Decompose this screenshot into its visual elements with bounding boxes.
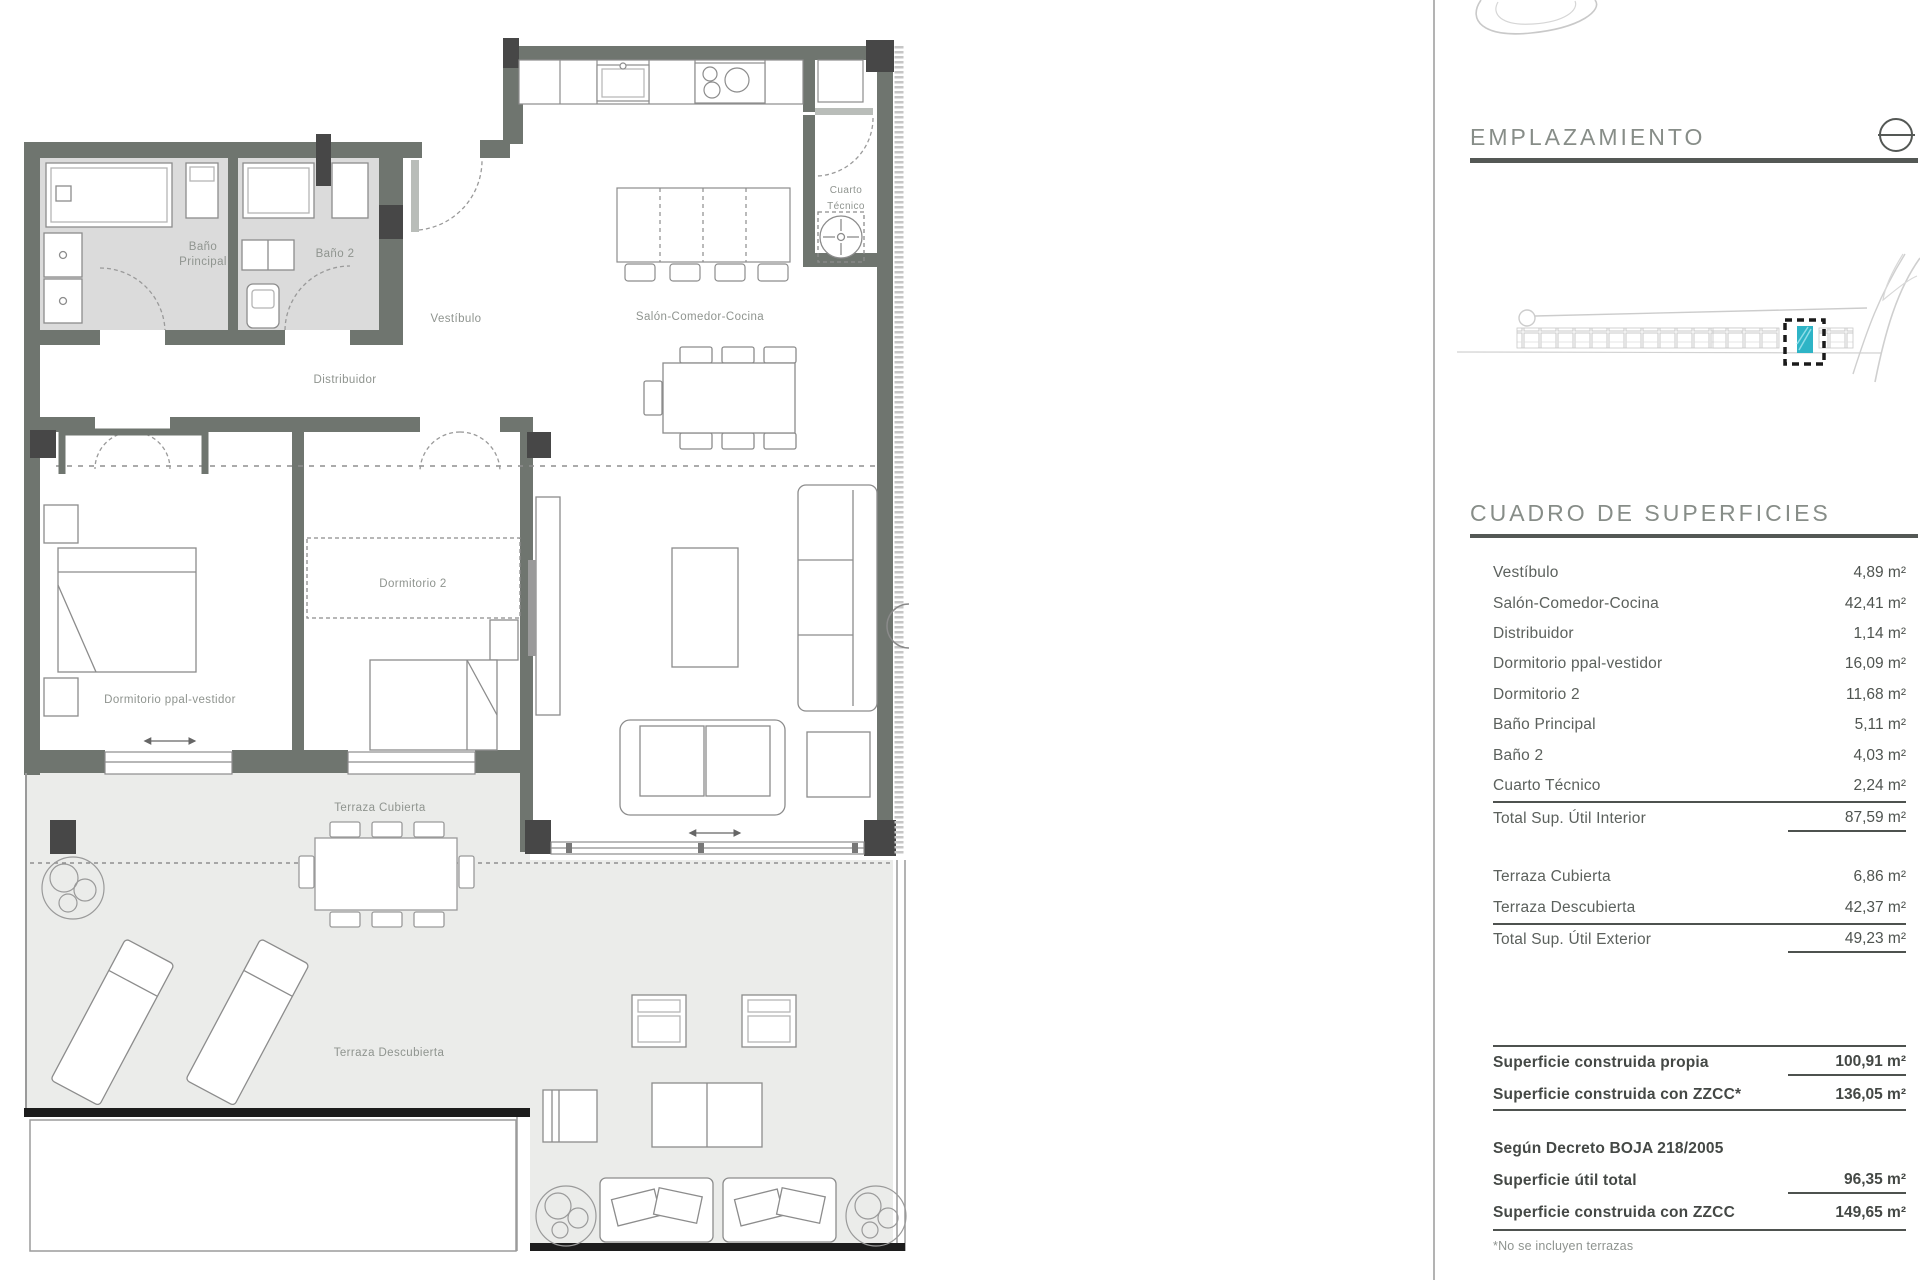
row-label: Baño Principal [1493, 716, 1596, 734]
surfaces-table [1493, 558, 1906, 1253]
row-label: Total Sup. Útil Exterior [1493, 931, 1652, 949]
emplazamiento-title: EMPLAZAMIENTO [1470, 124, 1706, 150]
room-label-vestibulo: Vestíbulo [430, 313, 482, 325]
row-value: 149,65 m² [1835, 1203, 1906, 1221]
table-row [1493, 771, 1906, 801]
table-row [1493, 1197, 1906, 1229]
room-label-cuarto-tecnico-2: Técnico [827, 201, 865, 212]
sofa-set [528, 485, 877, 815]
row-label: Baño 2 [1493, 746, 1544, 764]
dining-set [644, 347, 796, 449]
table-row [1493, 558, 1906, 588]
row-label: Superficie construida propia [1493, 1053, 1709, 1071]
table-row [1493, 588, 1906, 618]
table-row [1493, 893, 1906, 923]
table-row [1493, 862, 1906, 892]
siteplan-units-row1 [1517, 328, 1742, 348]
room-label-terraza-descubierta: Terraza Descubierta [333, 1047, 445, 1059]
room-label-salon: Salón-Comedor-Cocina [635, 311, 765, 323]
row-value: 4,89 m² [1853, 564, 1906, 582]
room-label-distribuidor: Distribuidor [313, 374, 377, 386]
row-label: Cuarto Técnico [1493, 776, 1601, 794]
row-value: 1,14 m² [1853, 624, 1906, 642]
cuadro-title: CUADRO DE SUPERFICIES [1470, 500, 1831, 526]
room-label-bano-principal: Baño [188, 241, 218, 253]
table-row-total-interior [1493, 801, 1906, 834]
row-label: Dormitorio 2 [1493, 685, 1580, 703]
emplazamiento-rule [1470, 158, 1918, 163]
row-value: 42,41 m² [1844, 594, 1906, 612]
row-value: 100,91 m² [1788, 1053, 1906, 1076]
table-row [1493, 710, 1906, 740]
row-label: Dormitorio ppal-vestidor [1493, 655, 1663, 673]
row-value: 49,23 m² [1788, 930, 1906, 953]
row-label: Superficie construida con ZZCC* [1493, 1085, 1742, 1103]
row-value: 2,24 m² [1853, 776, 1906, 794]
table-row [1493, 1079, 1906, 1111]
table-row [1493, 619, 1906, 649]
row-label: Salón-Comedor-Cocina [1493, 594, 1659, 612]
cuadro-rule [1470, 534, 1918, 538]
row-value: 96,35 m² [1788, 1171, 1906, 1194]
row-label: Superficie construida con ZZCC [1493, 1203, 1735, 1221]
row-label: Superficie útil total [1493, 1171, 1637, 1189]
row-value: 42,37 m² [1844, 898, 1906, 916]
room-label-terraza-cubierta: Terraza Cubierta [334, 802, 426, 814]
terrace-bottom-right [530, 1243, 905, 1251]
room-label-dormitorio-2: Dormitorio 2 [379, 578, 447, 590]
table-row [1493, 680, 1906, 710]
table-row [1493, 740, 1906, 770]
table-row [1493, 649, 1906, 679]
row-value: 11,68 m² [1845, 685, 1906, 703]
room-label-bano-principal-2: Principal [179, 256, 227, 268]
section-symbol-icon [1874, 116, 1918, 156]
row-value: 6,86 m² [1853, 868, 1906, 886]
row-label: Terraza Descubierta [1493, 898, 1636, 916]
cuadro-section-header [1470, 500, 1918, 538]
cropped-plan-art [1453, 0, 1683, 46]
row-value: 87,59 m² [1788, 809, 1906, 832]
built-surface-block [1493, 1045, 1906, 1111]
row-label: Total Sup. Útil Interior [1493, 809, 1646, 827]
row-value: 136,05 m² [1835, 1085, 1906, 1103]
table-row [1493, 1165, 1906, 1197]
footnote: *No se incluyen terrazas [1493, 1238, 1634, 1253]
decreto-heading: Según Decreto BOJA 218/2005 [1493, 1139, 1724, 1157]
row-label: Terraza Cubierta [1493, 868, 1611, 886]
decreto-block [1493, 1133, 1906, 1229]
room-label-bano-2: Baño 2 [315, 248, 355, 260]
row-value: 4,03 m² [1853, 746, 1906, 764]
terrace-bottom-left [24, 1108, 530, 1117]
bedroom2-furniture [307, 538, 520, 750]
room-label-dormitorio-ppal: Dormitorio ppal-vestidor [104, 694, 236, 706]
table-row-total-exterior [1493, 923, 1906, 956]
emplazamiento-section-header [1470, 124, 1918, 163]
row-value: 5,11 m² [1854, 716, 1906, 734]
room-label-cuarto-tecnico: Cuarto [829, 185, 863, 196]
siteplan-units-row2 [1713, 328, 1779, 348]
lower-step-outline [30, 1120, 516, 1251]
siteplan-map [1455, 252, 1920, 402]
row-label: Vestíbulo [1493, 564, 1559, 582]
decreto-heading-row [1493, 1133, 1906, 1165]
row-label: Distribuidor [1493, 624, 1574, 642]
master-bedroom-furniture [44, 432, 205, 716]
info-sidebar [1433, 0, 1920, 1280]
floorplan-drawing [0, 0, 940, 1280]
table-row [1493, 1047, 1906, 1079]
row-value: 16,09 m² [1844, 655, 1906, 673]
